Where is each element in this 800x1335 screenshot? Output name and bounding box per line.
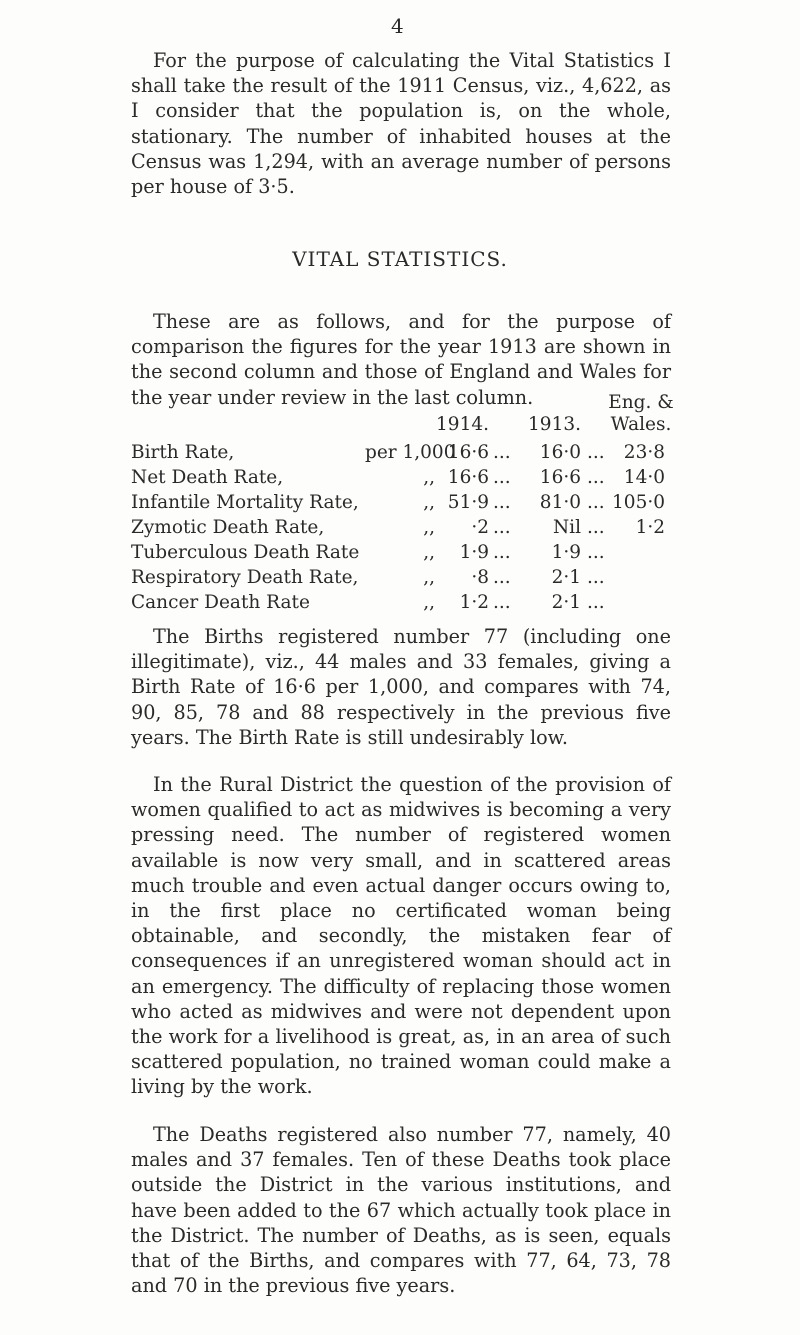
table-row: [131, 517, 711, 542]
value-1913: 2·1: [551, 567, 581, 588]
row-unit: ,,: [423, 567, 435, 588]
column-header-eng-wales-line2: Wales.: [610, 414, 672, 435]
dot-leader: ...: [493, 467, 511, 488]
row-label: Tuberculous Death Rate: [131, 542, 360, 563]
dot-leader: ...: [493, 567, 511, 588]
value-1914: 1·9: [459, 542, 489, 563]
value-eng-wales: 1·2: [635, 517, 665, 538]
deaths-paragraph: The Deaths registered also number 77, namely, 40 males and 37 females. Ten of these Deaths took place outside the District in the various institutions, and have been added to the 67 which actually took place in the District. The number of Deaths, as is seen, equals that of the Births, and compares with 77, 64, 73, 78 and 70 in the previous five years.: [131, 1123, 671, 1298]
table-row: [131, 567, 711, 592]
value-1914: 16·6: [447, 467, 489, 488]
dot-leader: ...: [493, 542, 511, 563]
dot-leader: ...: [587, 592, 605, 613]
value-eng-wales: 105·0: [612, 492, 665, 513]
intro-paragraph: For the purpose of calculating the Vital Statistics I shall take the result of the 1911 Census, viz., 4,622, as I consider that the population is, on the whole, stationary. The number of inhabited houses at the Census was 1,294, with an average number of persons per house of 3·5.: [131, 49, 671, 199]
table-row: [131, 492, 711, 517]
dot-leader: ...: [587, 542, 605, 563]
value-1913: 16·0: [539, 442, 581, 463]
value-1913: 16·6: [539, 467, 581, 488]
row-unit: ,,: [423, 542, 435, 563]
dot-leader: ...: [493, 492, 511, 513]
value-eng-wales: 14·0: [623, 467, 665, 488]
column-header-1914: 1914.: [436, 414, 489, 435]
row-unit: ,,: [423, 592, 435, 613]
value-1914: ·8: [471, 567, 489, 588]
value-1914: 16·6: [447, 442, 489, 463]
dot-leader: ...: [493, 517, 511, 538]
row-label: Respiratory Death Rate,: [131, 567, 359, 588]
page-number: 4: [391, 14, 404, 38]
value-1913: 2·1: [551, 592, 581, 613]
value-eng-wales: 23·8: [623, 442, 665, 463]
column-header-1913: 1913.: [528, 414, 581, 435]
value-1913: Nil: [552, 517, 581, 538]
value-1913: 1·9: [551, 542, 581, 563]
dot-leader: ...: [587, 492, 605, 513]
value-1913: 81·0: [539, 492, 581, 513]
row-unit: ,,: [423, 467, 435, 488]
row-unit: ,,: [423, 492, 435, 513]
dot-leader: ...: [587, 567, 605, 588]
table-row: [131, 592, 711, 617]
dot-leader: ...: [587, 467, 605, 488]
row-label: Zymotic Death Rate,: [131, 517, 325, 538]
row-unit: per 1,000: [365, 442, 456, 463]
value-1914: 1·2: [459, 592, 489, 613]
table-row: [131, 442, 711, 467]
value-1914: 51·9: [447, 492, 489, 513]
table-row: [131, 542, 711, 567]
row-unit: ,,: [423, 517, 435, 538]
births-paragraph: The Births registered number 77 (including one illegitimate), viz., 44 males and 33 females, giving a Birth Rate of 16·6 per 1,000, and compares with 74, 90, 85, 78 and 88 respectively in the previous five years. The Birth Rate is still undesirably low.: [131, 625, 671, 749]
dot-leader: ...: [587, 517, 605, 538]
dot-leader: ...: [587, 442, 605, 463]
midwives-paragraph: In the Rural District the question of the provision of women qualified to act as midwives is becoming a very pressing need. The number of registered women available is now very small, and in scattered areas much trouble and even actual danger occurs owing to, in the first place no certificated woman being obtainable, and secondly, the mistaken fear of consequences if an unregistered woman should act in an emergency. The difficulty of replacing those women who acted as midwives and were not dependent upon the work for a livelihood is great, as, in an area of such scattered population, no trained woman could make a living by the work.: [131, 773, 671, 1099]
dot-leader: ...: [493, 592, 511, 613]
value-1914: ·2: [471, 517, 489, 538]
row-label: Birth Rate,: [131, 442, 235, 463]
comparison-paragraph: These are as follows, and for the purpose of comparison the figures for the year 1913 are shown in the second column and those of England and Wales for the year under review in the last column.: [131, 310, 671, 409]
table-row: [131, 467, 711, 492]
row-label: Net Death Rate,: [131, 467, 284, 488]
row-label: Cancer Death Rate: [131, 592, 310, 613]
row-label: Infantile Mortality Rate,: [131, 492, 359, 513]
column-header-eng-wales-line1: Eng. &: [608, 392, 674, 413]
dot-leader: ...: [493, 442, 511, 463]
section-heading: VITAL STATISTICS.: [292, 247, 508, 271]
